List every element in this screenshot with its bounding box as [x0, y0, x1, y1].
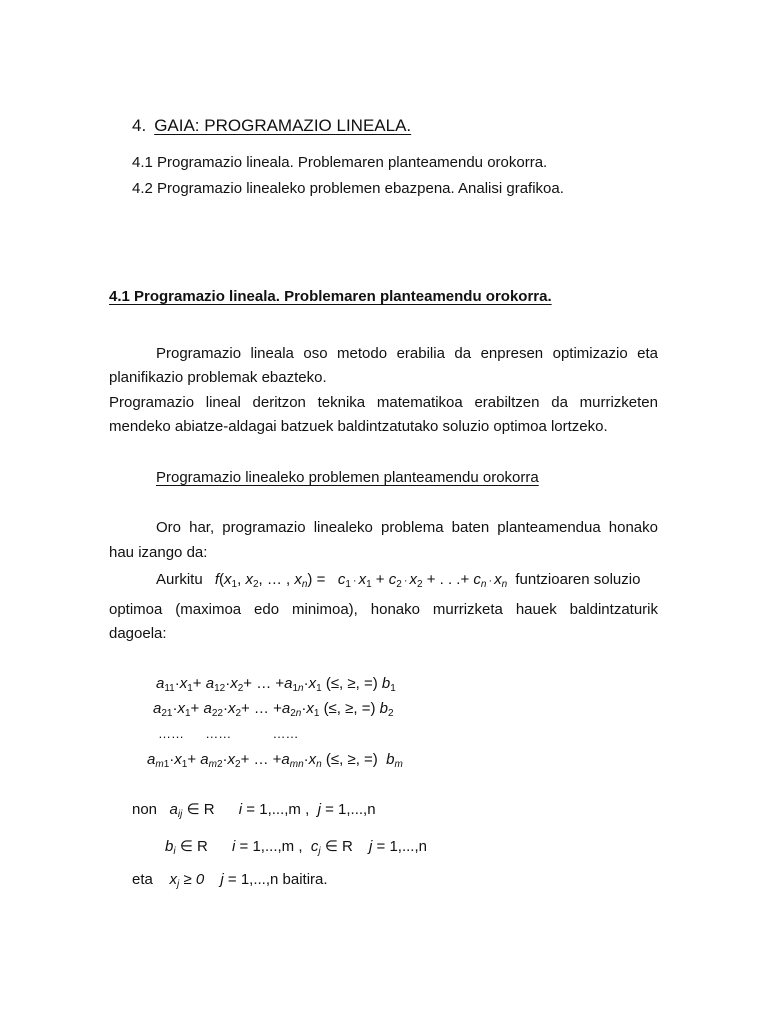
- condition-row-1: non $a_{ij}$ ∈ R i = 1,...,m , j = 1,...,n: [132, 801, 376, 820]
- element-of-symbol: ∈: [186, 801, 200, 818]
- range-n: 1,...,n: [389, 838, 427, 855]
- ellipsis: ……: [272, 726, 299, 741]
- constraint-row-2: $a_{21}\cdot x_1+ a_{22}\cdot x_2+$ … $+a_{2n}\cdot x_1$ (≤, ≥, =) $b_2$: [153, 700, 394, 719]
- reals-symbol: R: [341, 838, 353, 855]
- toc-item-1: [132, 154, 547, 171]
- baitira-word: baitira.: [282, 871, 328, 888]
- paragraph-4-line-2: optimoa (maximoa edo minimoa), honako murrizketa hauek baldintzaturik: [109, 601, 658, 618]
- objective-function: $f(x_1$, $x_2$, … , $x_n) = c_1 \cdot x_1 + c_2 \cdot x_2$ + . . .+ $c_n \cdot x_n$: [214, 571, 508, 590]
- toc-item-text: Programazio lineala. Problemaren planteamendu orokorra.: [157, 154, 548, 171]
- constraint-ellipsis-row: [158, 726, 299, 741]
- ellipsis: ……: [205, 726, 232, 741]
- constraint-row-m: $a_{m1}\cdot x_1+ a_{m2}\cdot x_2+$ … $+a_{mn}\cdot x_n$ (≤, ≥, =) $b_m$: [147, 751, 403, 770]
- range-m: 1,...,m: [259, 801, 301, 818]
- range-n: 1,...,n: [240, 871, 279, 888]
- eta-word: eta: [132, 871, 153, 888]
- element-of-symbol: ∈: [179, 838, 193, 855]
- section-heading: 4.1 Programazio lineala. Problemaren planteamendu orokorra.: [109, 288, 552, 305]
- range-m: 1,...,m: [252, 838, 295, 855]
- geq-zero: ≥ 0: [183, 871, 205, 888]
- aurkitu-word: Aurkitu: [156, 571, 203, 588]
- ellipsis: ……: [158, 726, 184, 741]
- condition-row-3: eta $x_j \ge 0$ j = 1,...,n baitira.: [132, 871, 328, 890]
- reals-symbol: R: [197, 838, 208, 855]
- relation-symbol: (≤, ≥, =): [325, 675, 378, 692]
- paragraph-2-line-2: mendeko abiatze-aldagai batzuek baldintzatutako soluzio optimoa lortzeko.: [109, 418, 608, 435]
- non-word: non: [132, 801, 158, 818]
- objective-function-line: [156, 571, 640, 590]
- condition-row-2: $b_i$ ∈ R i = 1,...,m , $c_j$ ∈ R j = 1,...,n: [165, 838, 427, 857]
- range-n: 1,...,n: [338, 801, 376, 818]
- paragraph-3-line-1: Oro har, programazio linealeko problema baten planteamendua honako: [156, 519, 658, 536]
- element-of-symbol: ∈: [324, 838, 338, 855]
- paragraph-2-line-1: Programazio lineal deritzon teknika matematikoa erabiltzen da murrizketen: [109, 394, 658, 411]
- toc-item-number: 4.2: [132, 180, 153, 197]
- toc-item-text: Programazio linealeko problemen ebazpena. Analisi grafikoa.: [157, 180, 564, 197]
- constraint-row-1: $a_{11}\cdot x_1+ a_{12}\cdot x_2+$ … $+a_{1n}\cdot x_1$ (≤, ≥, =) $b_1$: [156, 675, 396, 694]
- chapter-title-text: GAIA: PROGRAMAZIO LINEALA.: [154, 116, 412, 135]
- chapter-title: [132, 116, 411, 136]
- toc-item-number: 4.1: [132, 154, 153, 171]
- paragraph-1-line-2: planifikazio problemak ebazteko.: [109, 369, 327, 386]
- chapter-number: 4.: [132, 116, 147, 135]
- relation-symbol: (≤, ≥, =): [323, 700, 376, 717]
- toc-item-2: [132, 180, 564, 197]
- function-tail: funtzioaren soluzio: [515, 571, 641, 588]
- paragraph-1-line-1: Programazio lineala oso metodo erabilia da enpresen optimizazio eta: [156, 345, 658, 362]
- subheading: Programazio linealeko problemen planteamendu orokorra: [156, 469, 539, 486]
- paragraph-3-line-2: hau izango da:: [109, 544, 208, 561]
- reals-symbol: R: [203, 801, 215, 818]
- paragraph-4-line-3: dagoela:: [109, 625, 167, 642]
- relation-symbol: (≤, ≥, =): [325, 751, 378, 768]
